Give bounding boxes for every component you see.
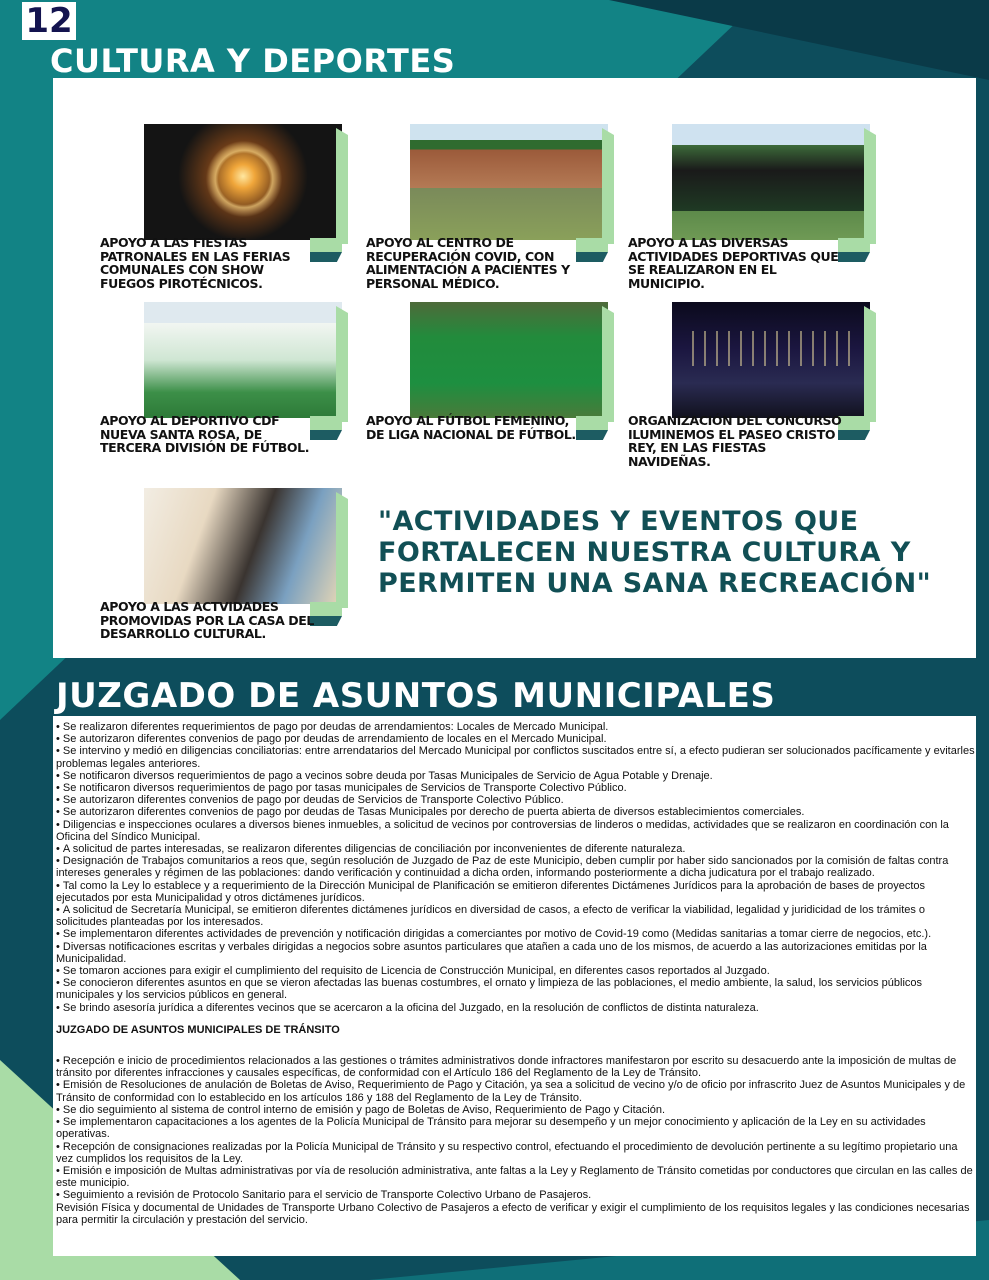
card-caption: APOYO AL CENTRO DE RECUPERACIÓN COVID, CON ALIMENTACIÓN A PACIENTES Y PERSONAL MÉDICO.: [366, 235, 570, 291]
transito-item: • Se dio seguimiento al sistema de control interno de emisión y pago de Boletas de Aviso, Requerimiento de Pago y Citación.: [56, 1104, 976, 1116]
card-accent: [838, 416, 870, 430]
card-accent: [336, 306, 348, 422]
card-accent: [310, 602, 342, 616]
card-accent: [576, 416, 608, 430]
womens-football-photo: [410, 302, 608, 418]
covid-center-photo: [410, 124, 608, 240]
juzgado-item: • Se autorizaron diferentes convenios de pago por deudas de Servicios de Transporte Colectivo Público.: [56, 794, 976, 806]
cultura-quote: "ACTIVIDADES Y EVENTOS QUE FORTALECEN NUESTRA CULTURA Y PERMITEN UNA SANA RECREACIÓN": [378, 506, 932, 599]
card-deportivo-cdf: [100, 302, 346, 472]
juzgado-item: • Se implementaron diferentes actividades de prevención y notificación dirigidas a comerciantes por motivo de Covid-19 como (Medidas sanitarias a tomar cierre de negocios, etc.).: [56, 928, 976, 940]
juzgado-item: • Se notificaron diversos requerimientos de pago por tasas municipales de Servicios de Transporte Colectivo Público.: [56, 782, 976, 794]
card-accent: [336, 128, 348, 244]
card-iluminemos: [628, 302, 874, 472]
card-centro-covid: [366, 124, 612, 294]
page-number: 12: [22, 2, 76, 40]
transito-item: • Emisión e imposición de Multas administrativas por vía de resolución administrativa, ante faltas a la Ley y Reglamento de Tránsito cometidas por conductores que circulan en las calles de este municipio.: [56, 1165, 976, 1189]
card-accent: [838, 252, 870, 262]
transito-closing: Revisión Física y documental de Unidades de Transporte Urbano Colectivo de Pasajeros a efecto de verificar y exigir el cumplimiento de los requisitos legales y las condiciones necesarias para permitir la circulación y prestación del servicio.: [56, 1201, 970, 1226]
card-accent: [838, 238, 870, 252]
card-futbol-femenino: [366, 302, 612, 472]
card-caption: ORGANIZACIÓN DEL CONCURSO ILUMINEMOS EL PASEO CRISTO REY, EN LAS FIESTAS NAVIDEÑAS.: [628, 413, 842, 469]
juzgado-item: • Se brindo asesoría jurídica a diferentes vecinos que se acercaron a la oficina del Juzgado, en la resolución de conflictos de distinta naturaleza.: [56, 1002, 976, 1014]
juzgado-item: • Se realizaron diferentes requerimientos de pago por deudas de arrendamientos: Locales de Mercado Municipal.: [56, 721, 976, 733]
card-caption: APOYO A LAS ACTVIDADES PROMOVIDAS POR LA CASA DEL DESARROLLO CULTURAL.: [100, 599, 314, 641]
juzgado-item: • A solicitud de partes interesadas, se realizaron diferentes diligencias de conciliación por inconvenientes de diferente naturaleza.: [56, 843, 976, 855]
card-accent: [310, 616, 342, 626]
juzgado-item: • Se autorizaron diferentes convenios de pago por deudas de arrendamiento de locales en el Mercado Municipal.: [56, 733, 976, 745]
juzgado-item: • Designación de Trabajos comunitarios a reos que, según resolución de Juzgado de Paz de este Municipio, deben cumplir por haber sido sancionados por la comisión de faltas contra intereses generales y régimen de las poblaciones: dando verificación y continuidad a dicha orden, informando posteriormente a dicha judicatura por el trabajo realizado.: [56, 855, 976, 879]
card-accent: [336, 492, 348, 608]
transito-item: • Recepción de consignaciones realizadas por la Policía Municipal de Tránsito y su respectivo control, efectuando el procedimiento de devolución pertinente a su legítimo propietario una vez cumplidos los requisitos de la Ley.: [56, 1141, 976, 1165]
card-accent: [602, 306, 614, 422]
card-accent: [864, 306, 876, 422]
transito-item: • Recepción e inicio de procedimientos relacionados a las gestiones o trámites administrativos donde infractores manifestaron por escrito su desacuerdo ante la imposición de multas de tránsito por diferentes infracciones y causales específicas, de conformidad con el Artículo 186 del Reglamento de la Ley de Tránsito.: [56, 1055, 976, 1079]
juzgado-item: • Se tomaron acciones para exigir el cumplimiento del requisito de Licencia de Construcción Municipal, en diferentes casos reportados al Juzgado.: [56, 965, 976, 977]
card-caption: APOYO AL DEPORTIVO CDF NUEVA SANTA ROSA, DE TERCERA DIVISIÓN DE FÚTBOL.: [100, 413, 310, 455]
juzgado-item: • A solicitud de Secretaría Municipal, se emitieron diferentes dictámenes jurídicos en diversidad de casos, a efecto de verificar la viabilidad, legalidad y juridicidad de los trámites o solicitudes planteadas por los interesados.: [56, 904, 976, 928]
transito-item: • Emisión de Resoluciones de anulación de Boletas de Aviso, Requerimiento de Pago y Citación, ya sea a solicitud de vecino y/o de oficio por infrascrito Juez de Asuntos Municipales y de Tránsito de conformidad con lo establecido en los artículos 186 y 188 del Reglamento de la Ley de Tránsito.: [56, 1079, 976, 1103]
transito-item: • Se implementaron capacitaciones a los agentes de la Policía Municipal de Tránsito para mejorar su desempeño y un mejor conocimiento y aplicación de la Ley en su actividades operativas.: [56, 1116, 976, 1140]
card-accent: [310, 430, 342, 440]
juzgado-item: • Se intervino y medió en diligencias conciliatorias: entre arrendatarios del Mercado Municipal por conflictos suscitados entre sí, a efecto pudieran ser solucionados pacíficamente y evitarles problemas legales anteriores.: [56, 745, 976, 769]
card-caption: APOYO A LAS DIVERSAS ACTIVIDADES DEPORTIVAS QUE SE REALIZARON EN EL MUNICIPIO.: [628, 235, 839, 291]
card-caption: APOYO AL FÚTBOL FEMENINO, DE LIGA NACIONAL DE FÚTBOL.: [366, 413, 576, 442]
card-accent: [602, 128, 614, 244]
juzgado-item: • Diversas notificaciones escritas y verbales dirigidas a negocios sobre asuntos particulares que atañen a cada uno de los mismos, de acuerdo a las autorizaciones emitidas por la Municipalidad.: [56, 941, 976, 965]
juzgado-item: • Se notificaron diversos requerimientos de pago a vecinos sobre deuda por Tasas Municipales de Servicio de Agua Potable y Drenaje.: [56, 770, 976, 782]
fireworks-photo: [144, 124, 342, 240]
card-accent: [864, 128, 876, 244]
card-fiestas-patronales: [100, 124, 346, 294]
card-accent: [838, 430, 870, 440]
transito-item: • Seguimiento a revisión de Protocolo Sanitario para el servicio de Transporte Colectivo Urbano de Pasajeros.: [56, 1189, 976, 1201]
juzgado-item: • Diligencias e inspecciones oculares a diversos bienes inmuebles, a solicitud de vecinos por controversias de linderos o medidas, actividades que se realizaron en coordinación con la Oficina del Síndico Municipal.: [56, 819, 976, 843]
card-caption: APOYO A LAS FIESTAS PATRONALES EN LAS FERIAS COMUNALES CON SHOW FUEGOS PIROTÉCNICOS.: [100, 235, 291, 291]
juzgado-content: [56, 721, 976, 1226]
section-title-juzgado: JUZGADO DE ASUNTOS MUNICIPALES: [56, 676, 776, 716]
card-casa-cultura: [100, 488, 346, 658]
background-shape-dark: [609, 0, 989, 80]
card-accent: [576, 252, 608, 262]
card-accent: [576, 430, 608, 440]
card-accent: [310, 252, 342, 262]
christmas-lights-photo: [672, 302, 870, 418]
juzgado-item: • Se autorizaron diferentes convenios de pago por deudas de Tasas Municipales por derecho de puerta abierta de diversos establecimientos comerciales.: [56, 806, 976, 818]
card-actividades-deportivas: [628, 124, 874, 294]
transito-heading: JUZGADO DE ASUNTOS MUNICIPALES DE TRÁNSITO: [56, 1023, 340, 1036]
card-accent: [310, 416, 342, 430]
sports-team-photo: [672, 124, 870, 240]
juzgado-item: • Se conocieron diferentes asuntos en que se vieron afectadas las buenas costumbres, el ornato y limpieza de las poblaciones, el medio ambiente, la salud, los servicios públicos municipales y los servicios públicos en general.: [56, 977, 976, 1001]
card-accent: [310, 238, 342, 252]
cultural-activity-photo: [144, 488, 342, 604]
football-team-photo: [144, 302, 342, 418]
card-accent: [576, 238, 608, 252]
section-title-cultura: CULTURA Y DEPORTES: [50, 42, 456, 80]
juzgado-item: • Tal como la Ley lo establece y a requerimiento de la Dirección Municipal de Planificación se emitieron diferentes Dictámenes Jurídicos para la aprobación de bases de proyectos ejecutados por esta Municipalidad y otros dictámenes jurídicos.: [56, 880, 976, 904]
